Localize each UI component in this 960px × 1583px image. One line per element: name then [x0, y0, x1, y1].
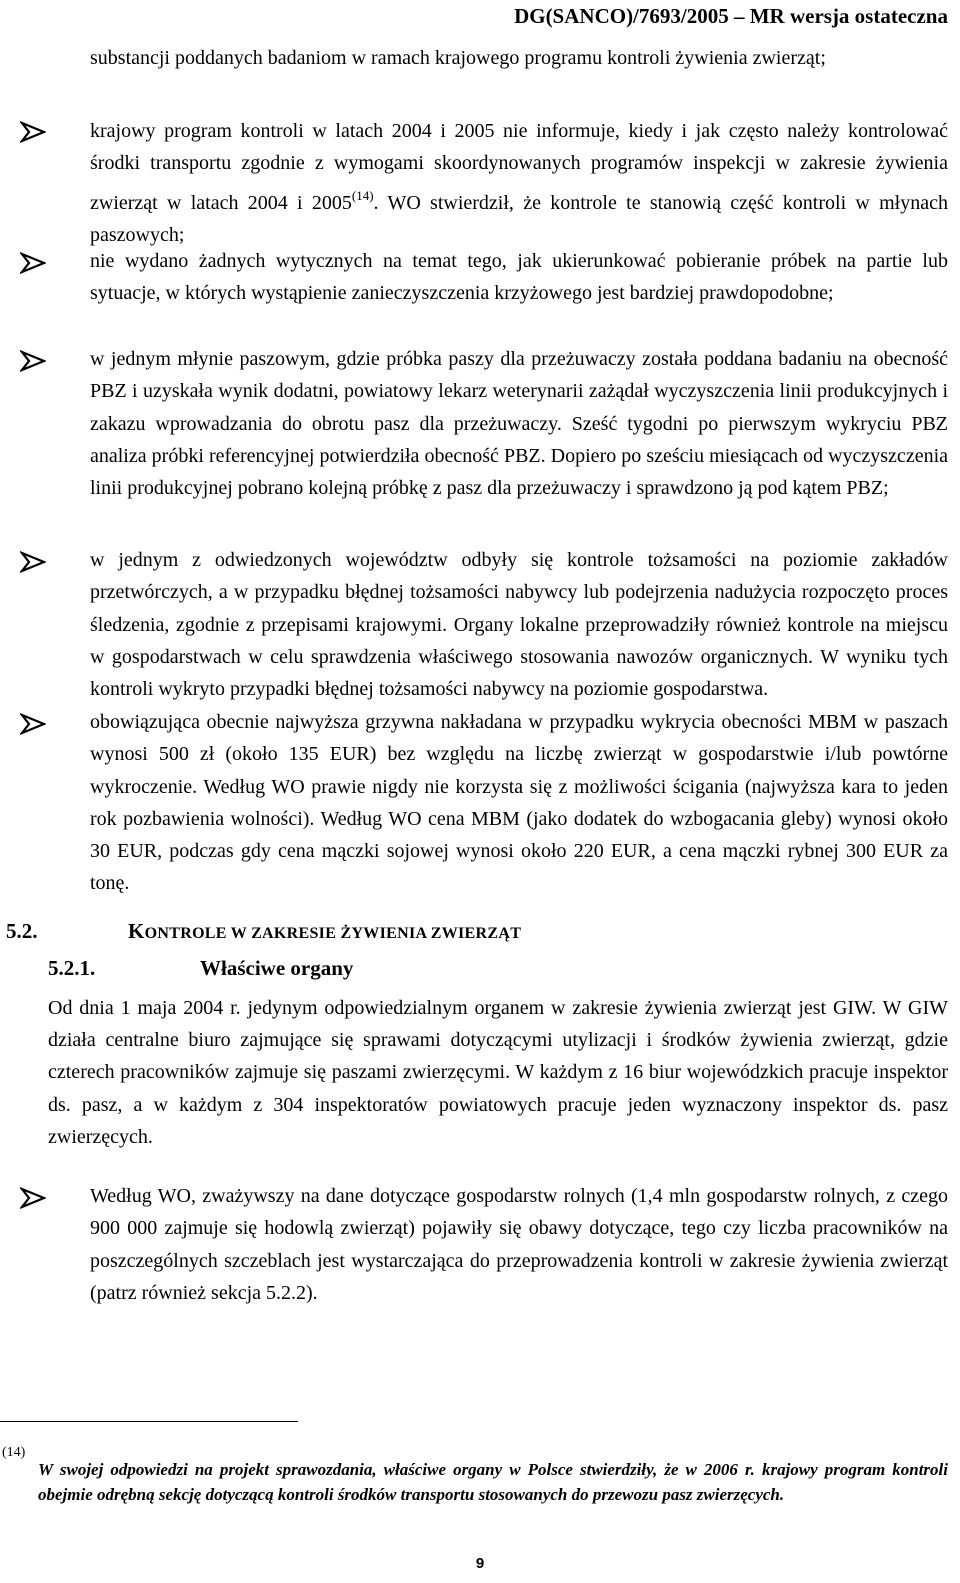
bullet-item: [90, 115, 948, 251]
document-header: DG(SANCO)/7693/2005 – MR wersja ostateczna: [514, 4, 948, 28]
footnote-text: W swojej odpowiedzi na projekt sprawozdania, właściwe organy w Polsce stwierdziły, że w 2006 r. krajowy program kontroli obejmie odrębną sekcję dotyczącą kontroli środków transportu stosowanych do przewozu pasz zwierzęcych.: [38, 1460, 948, 1504]
bullet-text-continued: . WO stwierdził, że kontrole te stanowią część kontroli w młynach paszowych;: [90, 191, 948, 246]
bullet-item: [90, 706, 948, 900]
footnote-reference[interactable]: (14): [351, 187, 374, 203]
bullet-text: krajowy program kontroli w latach 2004 i 2005 nie informuje, kiedy i jak często należy kontrolować środki transportu zgodnie z wymogami skoordynowanych programów inspekcji w zakresie żywienia zwierząt w latach 2004 i 2005: [90, 120, 948, 214]
arrow-bullet-icon: [20, 350, 46, 372]
bullet-text: obowiązująca obecnie najwyższa grzywna nakładana w przypadku wykrycia obecności MBM w paszach wynosi 500 zł (około 135 EUR) bez względu na liczbę zwierząt w gospodarstwie i/lub powtórne wykroczenie. Według WO prawie nigdy nie korzysta się z możliwości ścigania (najwyższa kara to jeden rok pozbawienia wolności). Według WO cena MBM (jako dodatek do wzbogacania gleby) wynosi około 30 EUR, podczas gdy cena mączki sojowej wynosi około 220 EUR, a cena mączki rybnej 300 EUR za tonę.: [90, 711, 948, 895]
arrow-bullet-icon: [20, 1187, 46, 1209]
arrow-bullet-icon: [20, 551, 46, 573]
bullet-text: w jednym z odwiedzonych województw odbyły się kontrole tożsamości na poziomie zakładów przetwórczych, a w przypadku błędnej tożsamości nabywcy lub podejrzenia nadużycia rozpoczęto proces śledzenia, zgodnie z przepisami krajowymi. Organy lokalne przeprowadziły również kontrole na miejscu w gospodarstwach w celu sprawdzenia właściwego stosowania nawozów organicznych. W wyniku tych kontroli wykryto przypadki błędnej tożsamości nabywcy na poziomie gospodarstwa.: [90, 549, 948, 701]
footnote-mark: (14): [2, 1445, 26, 1460]
subsection-paragraph: Od dnia 1 maja 2004 r. jedynym odpowiedzialnym organem w zakresie żywienia zwierząt jest GIW. W GIW działa centralne biuro zajmujące się sprawami dotyczącymi utylizacji i środków żywienia zwierząt, gdzie czterech pracowników zajmuje się paszami zwierzęcymi. W każdym z 16 biur wojewódzkich pracuje inspektor ds. pasz, a w każdym z 304 inspektoratów powiatowych pracuje jeden wyznaczony inspektor ds. pasz zwierzęcych.: [48, 997, 948, 1148]
section-number: 5.2.: [6, 919, 38, 943]
footnote-separator: [0, 1421, 298, 1422]
bullet-item: [90, 245, 948, 310]
section-title: [128, 919, 521, 944]
bullet-text: nie wydano żadnych wytycznych na temat tego, jak ukierunkować pobieranie próbek na partie lub sytuacje, w których wystąpienie zanieczyszczenia krzyżowego jest bardziej prawdopodobne;: [90, 250, 948, 305]
bullet-text: Według WO, zważywszy na dane dotyczące gospodarstw rolnych (1,4 mln gospodarstw rolnych, z czego 900 000 zajmuje się hodowlą zwierząt) pojawiły się obawy dotyczące, tego czy liczba pracowników na poszczególnych szczeblach jest wystarczająca do przeprowadzenia kontroli w zakresie żywienia zwierząt (patrz również sekcja 5.2.2).: [90, 1185, 948, 1304]
section-title-rest: ONTROLE W ZAKRESIE ŻYWIENIA ZWIERZĄT: [144, 925, 522, 942]
intro-paragraph: substancji poddanych badaniom w ramach krajowego programu kontroli żywienia zwierząt;: [90, 47, 826, 69]
arrow-bullet-icon: [20, 121, 46, 143]
bullet-item: [90, 544, 948, 705]
section-title-initial: K: [128, 919, 145, 943]
bullet-item: [90, 1180, 948, 1309]
bullet-item: [90, 343, 948, 504]
page-number: 9: [475, 1555, 485, 1572]
arrow-bullet-icon: [20, 252, 46, 274]
arrow-bullet-icon: [20, 713, 46, 735]
subsection-title: Właściwe organy: [200, 956, 354, 980]
bullet-text: w jednym młynie paszowym, gdzie próbka paszy dla przeżuwaczy została poddana badaniu na obecność PBZ i uzyskała wynik dodatni, powiatowy lekarz weterynarii zażądał wyczyszczenia linii produkcyjnych i zakazu wprowadzania do obrotu pasz dla przeżuwaczy. Sześć tygodni po pierwszym wykryciu PBZ analiza próbki referencyjnej potwierdziła obecność PBZ. Dopiero po sześciu miesiącach od wyczyszczenia linii produkcyjnej pobrano kolejną próbkę z pasz dla przeżuwaczy i sprawdzono ją pod kątem PBZ;: [90, 348, 948, 500]
subsection-number: 5.2.1.: [48, 956, 96, 980]
